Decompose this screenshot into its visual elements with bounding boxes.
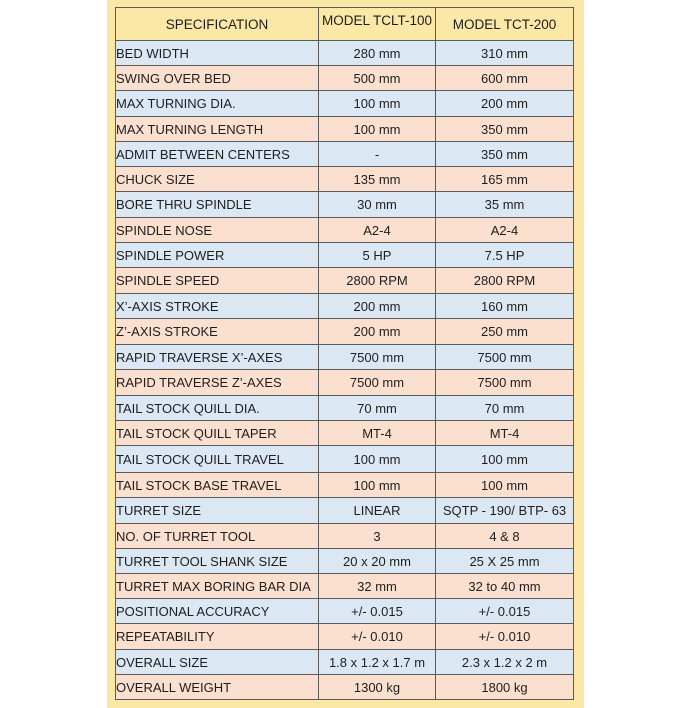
tct-200-value: MT-4 [436,421,574,446]
spec-label: X’-AXIS STROKE [116,294,319,319]
tct-200-value: 4 & 8 [436,524,574,549]
table-row [116,117,574,142]
spec-label: REPEATABILITY [116,624,319,650]
tclt-100-value: 200 mm [319,294,436,319]
table-row [116,41,574,66]
table-row [116,192,574,218]
tct-200-value: 250 mm [436,319,574,345]
tct-200-value: 1800 kg [436,675,574,700]
table-row [116,243,574,268]
tct-200-value: 2800 RPM [436,268,574,294]
tclt-100-value: MT-4 [319,421,436,446]
spec-label: TURRET MAX BORING BAR DIA [116,574,319,599]
table-row [116,91,574,117]
spec-label: TAIL STOCK QUILL TRAVEL [116,446,319,473]
tct-200-value: 70 mm [436,396,574,421]
tclt-100-value: 7500 mm [319,345,436,370]
spec-table [115,7,574,700]
header-specification: SPECIFICATION [116,8,319,41]
tclt-100-value: 1300 kg [319,675,436,700]
spec-label: NO. OF TURRET TOOL [116,524,319,549]
tclt-100-value: +/- 0.010 [319,624,436,650]
spec-label: SPINDLE POWER [116,243,319,268]
spec-label: TURRET SIZE [116,498,319,524]
table-row [116,268,574,294]
tclt-100-value: 135 mm [319,167,436,192]
table-row [116,650,574,675]
table-row [116,549,574,574]
tct-200-value: 350 mm [436,142,574,167]
spec-label: CHUCK SIZE [116,167,319,192]
spec-label: OVERALL SIZE [116,650,319,675]
spec-label: TURRET TOOL SHANK SIZE [116,549,319,574]
tct-200-value: 100 mm [436,446,574,473]
table-row [116,319,574,345]
spec-label: ADMIT BETWEEN CENTERS [116,142,319,167]
header-model-tct-200: MODEL TCT-200 [436,8,574,41]
table-row [116,446,574,473]
tclt-100-value: 2800 RPM [319,268,436,294]
tclt-100-value: LINEAR [319,498,436,524]
tct-200-value: +/- 0.010 [436,624,574,650]
tct-200-value: 32 to 40 mm [436,574,574,599]
spec-label: BORE THRU SPINDLE [116,192,319,218]
tclt-100-value: +/- 0.015 [319,599,436,624]
tclt-100-value: - [319,142,436,167]
table-row [116,498,574,524]
tclt-100-value: 20 x 20 mm [319,549,436,574]
spec-label: BED WIDTH [116,41,319,66]
spec-label: TAIL STOCK BASE TRAVEL [116,473,319,498]
tct-200-value: 7.5 HP [436,243,574,268]
tct-200-value: 600 mm [436,66,574,91]
spec-label: TAIL STOCK QUILL TAPER [116,421,319,446]
tclt-100-value: 32 mm [319,574,436,599]
table-row [116,142,574,167]
tclt-100-value: 280 mm [319,41,436,66]
tct-200-value: SQTP - 190/ BTP- 63 [436,498,574,524]
spec-label: MAX TURNING DIA. [116,91,319,117]
spec-label: SPINDLE SPEED [116,268,319,294]
tclt-100-value: 5 HP [319,243,436,268]
spec-table-body [116,41,574,700]
table-row [116,294,574,319]
tct-200-value: A2-4 [436,218,574,243]
table-row [116,345,574,370]
spec-label: Z’-AXIS STROKE [116,319,319,345]
table-row [116,599,574,624]
tct-200-value: 310 mm [436,41,574,66]
tclt-100-value: A2-4 [319,218,436,243]
table-row [116,218,574,243]
tclt-100-value: 100 mm [319,446,436,473]
tclt-100-value: 30 mm [319,192,436,218]
spec-label: SPINDLE NOSE [116,218,319,243]
table-row [116,524,574,549]
spec-label: OVERALL WEIGHT [116,675,319,700]
spec-label: POSITIONAL ACCURACY [116,599,319,624]
table-row [116,167,574,192]
table-row [116,66,574,91]
header-row [116,8,574,41]
spec-label: MAX TURNING LENGTH [116,117,319,142]
tclt-100-value: 200 mm [319,319,436,345]
header-model-tclt-100: MODEL TCLT-100 [319,8,436,41]
spec-label: TAIL STOCK QUILL DIA. [116,396,319,421]
tclt-100-value: 7500 mm [319,370,436,396]
tct-200-value: 100 mm [436,473,574,498]
tct-200-value: 35 mm [436,192,574,218]
tct-200-value: 350 mm [436,117,574,142]
tclt-100-value: 3 [319,524,436,549]
tclt-100-value: 500 mm [319,66,436,91]
table-row [116,574,574,599]
spec-label: SWING OVER BED [116,66,319,91]
tct-200-value: 25 X 25 mm [436,549,574,574]
tct-200-value: 2.3 x 1.2 x 2 m [436,650,574,675]
tct-200-value: 165 mm [436,167,574,192]
table-row [116,624,574,650]
tclt-100-value: 70 mm [319,396,436,421]
table-row [116,396,574,421]
tct-200-value: 7500 mm [436,345,574,370]
tclt-100-value: 100 mm [319,91,436,117]
tct-200-value: +/- 0.015 [436,599,574,624]
tclt-100-value: 100 mm [319,473,436,498]
spec-label: RAPID TRAVERSE X’-AXES [116,345,319,370]
spec-label: RAPID TRAVERSE Z’-AXES [116,370,319,396]
tct-200-value: 160 mm [436,294,574,319]
tclt-100-value: 100 mm [319,117,436,142]
table-row [116,473,574,498]
table-row [116,370,574,396]
table-row [116,421,574,446]
tclt-100-value: 1.8 x 1.2 x 1.7 m [319,650,436,675]
tct-200-value: 7500 mm [436,370,574,396]
tct-200-value: 200 mm [436,91,574,117]
table-row [116,675,574,700]
